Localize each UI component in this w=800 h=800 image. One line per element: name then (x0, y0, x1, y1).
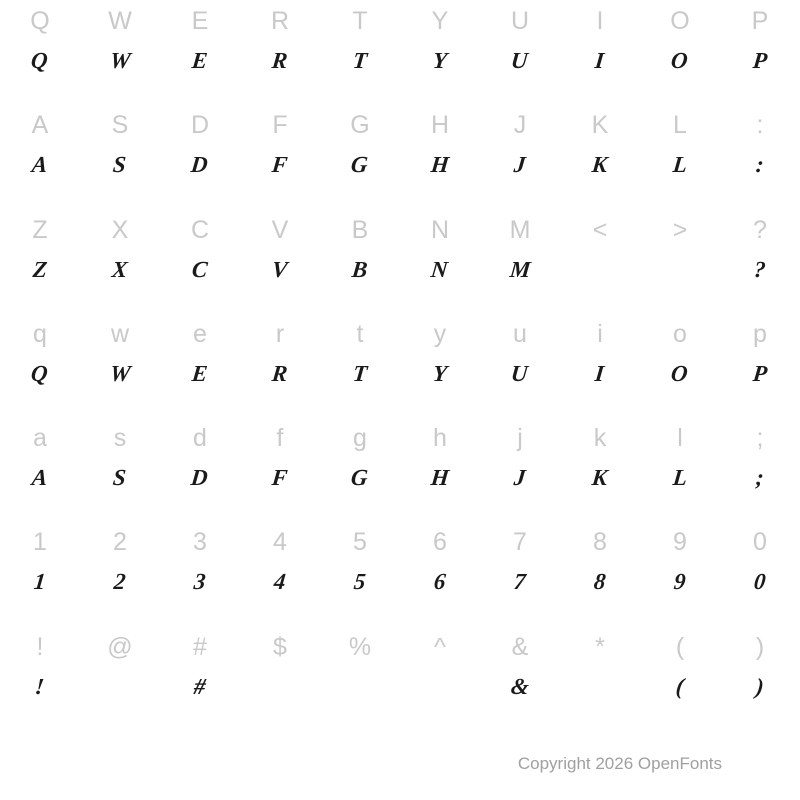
glyph-sample: M (508, 256, 532, 282)
glyph-sample: C (190, 256, 210, 282)
character-cell (240, 313, 320, 417)
glyph-sample: 4 (272, 569, 288, 595)
key-label: A (31, 111, 49, 140)
key-label: T (352, 7, 368, 35)
key-label: ; (756, 424, 764, 453)
character-cell (320, 209, 400, 313)
glyph-sample: L (671, 152, 689, 178)
key-label: o (673, 319, 687, 348)
key-label: M (509, 215, 531, 244)
key-label: 7 (513, 528, 527, 557)
character-cell (640, 313, 720, 417)
key-label: % (348, 632, 372, 661)
character-cell (480, 209, 560, 313)
character-cell (560, 313, 640, 417)
glyph-sample: 3 (192, 569, 208, 595)
character-cell (640, 417, 720, 521)
glyph-sample: U (510, 360, 530, 386)
key-label: P (751, 7, 769, 35)
glyph-sample: V (270, 256, 290, 282)
glyph-sample: H (429, 152, 451, 178)
glyph-sample: T (351, 360, 369, 386)
character-cell (560, 626, 640, 730)
glyph-sample: R (270, 48, 290, 73)
glyph-sample: : (754, 152, 766, 178)
key-label: W (108, 7, 132, 35)
glyph-sample: # (192, 673, 208, 699)
key-label: E (191, 7, 209, 35)
character-cell (0, 521, 80, 625)
key-label: R (270, 7, 290, 35)
glyph-sample: 0 (752, 569, 768, 595)
key-label: C (190, 215, 210, 244)
glyph-sample: E (190, 360, 210, 386)
character-cell (80, 0, 160, 104)
key-label: 5 (353, 528, 367, 557)
character-cell (560, 0, 640, 104)
character-cell (480, 417, 560, 521)
character-cell (640, 521, 720, 625)
glyph-sample: N (430, 256, 450, 282)
glyph-sample: G (350, 465, 370, 491)
character-cell (720, 313, 800, 417)
key-label: I (596, 7, 604, 35)
character-cell (160, 626, 240, 730)
key-label: U (510, 7, 530, 35)
character-cell (640, 104, 720, 208)
glyph-sample: I (594, 48, 607, 73)
character-cell (240, 521, 320, 625)
character-cell (560, 209, 640, 313)
glyph-sample: X (110, 256, 130, 282)
glyph-sample: ! (34, 673, 47, 699)
key-label: r (275, 319, 285, 348)
character-cell (80, 521, 160, 625)
key-label: 9 (673, 528, 687, 557)
character-cell (80, 313, 160, 417)
key-label: ^ (434, 632, 446, 661)
character-cell (160, 417, 240, 521)
key-label: S (111, 111, 129, 140)
character-cell (720, 417, 800, 521)
key-label: X (111, 215, 129, 244)
character-cell (560, 521, 640, 625)
key-label: * (595, 632, 605, 661)
character-cell (320, 417, 400, 521)
glyph-sample: Q (30, 360, 50, 386)
key-label: : (756, 111, 764, 140)
key-label: 6 (433, 528, 447, 557)
glyph-sample: B (350, 256, 370, 282)
character-cell (240, 626, 320, 730)
glyph-sample: Y (431, 48, 449, 73)
key-label: i (597, 319, 603, 348)
key-label: V (271, 215, 289, 244)
character-cell (720, 521, 800, 625)
character-cell (160, 209, 240, 313)
character-cell (0, 0, 80, 104)
glyph-sample: Q (30, 48, 50, 73)
key-label: Z (32, 215, 48, 244)
glyph-sample: ) (754, 673, 766, 699)
character-cell (400, 104, 480, 208)
glyph-sample: 5 (352, 569, 368, 595)
glyph-sample (598, 255, 601, 285)
glyph-sample: K (590, 152, 610, 178)
glyph-sample: W (108, 48, 132, 73)
key-label: h (433, 424, 447, 453)
glyph-sample: L (671, 465, 689, 491)
glyph-sample: P (751, 48, 769, 73)
key-label: L (673, 111, 687, 140)
glyph-sample: 2 (112, 569, 128, 595)
character-cell (80, 104, 160, 208)
glyph-sample: Z (31, 256, 49, 282)
character-cell (80, 417, 160, 521)
character-cell (400, 209, 480, 313)
character-cell (720, 209, 800, 313)
glyph-sample: R (270, 360, 290, 386)
glyph-sample: 7 (512, 569, 528, 595)
glyph-sample: 6 (432, 569, 448, 595)
character-cell (0, 626, 80, 730)
character-cell (80, 626, 160, 730)
glyph-sample: P (751, 360, 769, 386)
key-label: q (33, 319, 47, 348)
key-label: Y (431, 7, 449, 35)
key-label: g (353, 424, 367, 453)
glyph-sample: G (350, 152, 370, 178)
character-cell (560, 104, 640, 208)
key-label: K (591, 111, 609, 140)
character-cell (320, 313, 400, 417)
character-cell (640, 209, 720, 313)
glyph-sample: O (670, 360, 690, 386)
key-label: d (193, 424, 207, 453)
character-cell (480, 521, 560, 625)
glyph-sample: O (670, 48, 690, 73)
key-label: D (190, 111, 210, 140)
key-label: p (753, 319, 767, 348)
character-cell (560, 417, 640, 521)
character-cell (160, 104, 240, 208)
character-cell (160, 521, 240, 625)
glyph-sample: W (108, 360, 132, 386)
key-label: e (193, 319, 207, 348)
key-label: J (513, 111, 527, 140)
glyph-sample (438, 672, 441, 702)
glyph-sample (678, 255, 681, 285)
key-label: 3 (193, 528, 207, 557)
character-cell (240, 0, 320, 104)
copyright-notice: Copyright 2026 OpenFonts (517, 754, 722, 773)
key-label: w (110, 319, 130, 348)
key-label: 1 (33, 528, 47, 557)
character-cell (320, 104, 400, 208)
character-cell (400, 313, 480, 417)
glyph-sample: K (590, 465, 610, 491)
glyph-sample: S (112, 152, 129, 178)
key-label: f (276, 424, 284, 453)
key-label: ( (675, 632, 685, 661)
key-label: ? (753, 215, 767, 244)
character-cell (480, 104, 560, 208)
character-cell (160, 313, 240, 417)
glyph-sample (118, 672, 121, 702)
glyph-sample: I (594, 360, 607, 386)
key-label: F (272, 111, 288, 140)
glyph-sample (278, 672, 281, 702)
key-label: ) (755, 632, 765, 661)
key-label: 4 (273, 528, 287, 557)
character-cell (240, 209, 320, 313)
character-cell (240, 104, 320, 208)
character-cell (320, 521, 400, 625)
key-label: N (430, 215, 450, 244)
glyph-sample: U (510, 48, 530, 73)
key-label: a (33, 424, 47, 453)
character-cell (720, 626, 800, 730)
glyph-sample: A (30, 152, 50, 178)
glyph-sample: ? (752, 256, 768, 282)
key-label: k (593, 424, 607, 453)
character-cell (240, 417, 320, 521)
key-label: @ (107, 632, 133, 661)
character-cell (320, 626, 400, 730)
character-cell (0, 313, 80, 417)
glyph-sample (358, 672, 361, 702)
glyph-sample: F (270, 465, 290, 491)
character-cell (480, 626, 560, 730)
key-label: j (517, 424, 523, 453)
glyph-sample: S (112, 465, 129, 491)
glyph-sample: & (509, 673, 531, 699)
character-cell (400, 521, 480, 625)
key-label: > (672, 215, 688, 244)
glyph-sample: ; (754, 465, 766, 491)
key-label: B (351, 215, 369, 244)
glyph-sample: ( (674, 673, 686, 699)
glyph-sample: T (351, 48, 369, 73)
character-cell (400, 626, 480, 730)
glyph-sample: H (429, 465, 451, 491)
glyph-sample: 8 (592, 569, 608, 595)
character-cell (400, 0, 480, 104)
character-cell (480, 0, 560, 104)
glyph-sample: J (512, 465, 528, 491)
character-cell (0, 209, 80, 313)
key-label: u (513, 319, 527, 348)
glyph-sample: D (190, 152, 210, 178)
character-cell (640, 626, 720, 730)
key-label: 0 (753, 528, 767, 557)
key-label: H (430, 111, 450, 140)
glyph-sample: J (512, 152, 528, 178)
character-cell (720, 0, 800, 104)
key-label: ! (36, 632, 44, 661)
key-label: $ (273, 632, 287, 661)
character-cell (640, 0, 720, 104)
glyph-sample: A (30, 465, 50, 491)
key-label: l (677, 424, 683, 453)
glyph-sample: 1 (32, 569, 48, 595)
key-label: Q (30, 7, 50, 35)
character-cell (720, 104, 800, 208)
glyph-sample (598, 672, 601, 702)
key-label: O (670, 7, 690, 35)
key-label: 8 (593, 528, 607, 557)
key-label: t (356, 319, 364, 348)
key-label: G (350, 111, 370, 140)
key-label: 2 (113, 528, 127, 557)
glyph-sample: E (190, 48, 210, 73)
character-cell (400, 417, 480, 521)
key-label: < (592, 215, 608, 244)
character-cell (0, 104, 80, 208)
character-cell (480, 313, 560, 417)
glyph-sample: 9 (672, 569, 688, 595)
character-cell (320, 0, 400, 104)
glyph-sample: D (190, 465, 210, 491)
character-cell (80, 209, 160, 313)
character-cell (0, 417, 80, 521)
key-label: s (113, 424, 127, 453)
key-label: # (193, 632, 207, 661)
glyph-sample: F (270, 152, 290, 178)
key-label: & (511, 632, 529, 661)
glyph-sample: Y (431, 360, 449, 386)
key-label: y (433, 319, 447, 348)
character-cell (160, 0, 240, 104)
